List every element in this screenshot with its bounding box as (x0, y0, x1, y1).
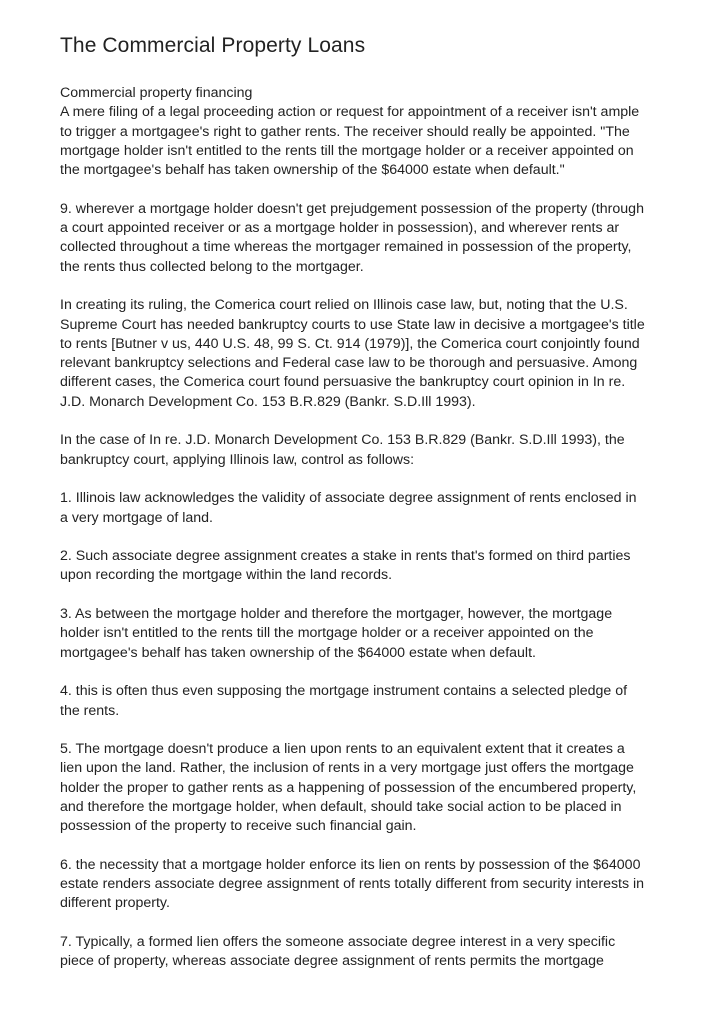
list-item-7 (60, 933, 662, 972)
text-line: piece of property, whereas associate degree assignment of rents permits the mortgage (60, 953, 604, 970)
text-line: Supreme Court has needed bankruptcy courts to use State law in decisive a mortgagee's title (60, 316, 645, 333)
text-line: the rents thus collected belong to the mortgager. (60, 258, 364, 275)
list-item-4 (60, 682, 662, 721)
list-item-6 (60, 856, 662, 914)
text-line: 5. The mortgage doesn't produce a lien upon rents to an equivalent extent that it creates a (60, 741, 625, 758)
document-page (60, 0, 662, 991)
paragraph-9 (60, 200, 662, 277)
text-line: different cases, the Comerica court found persuasive the bankruptcy court opinion in In re. (60, 374, 626, 391)
text-line: relevant bankruptcy selections and Federal case law to be thorough and persuasive. Among (60, 355, 638, 372)
text-line: a court appointed receiver or as a mortgage holder in possession), and wherever rents ar (60, 220, 620, 237)
text-line: collected throughout a time whereas the mortgager remained in possession of the property, (60, 239, 632, 256)
text-line: the mortgagee's behalf has taken ownership of the $64000 estate when default." (60, 162, 565, 179)
text-line: 6. the necessity that a mortgage holder enforce its lien on rents by possession of the $64000 (60, 856, 641, 873)
text-line: the rents. (60, 702, 120, 719)
text-line: to trigger a mortgagee's right to gather rents. The receiver should really be appointed. "The (60, 123, 630, 140)
text-line: to rents [Butner v us, 440 U.S. 48, 99 S. Ct. 914 (1979)], the Comerica court conjointly found (60, 335, 640, 352)
text-line: A mere filing of a legal proceeding action or request for appointment of a receiver isn't ample (60, 104, 640, 121)
list-item-2 (60, 547, 662, 586)
text-line: 9. wherever a mortgage holder doesn't get prejudgement possession of the property (through (60, 200, 644, 217)
text-line: different property. (60, 895, 170, 912)
document-body (60, 84, 662, 972)
text-line: 2. Such associate degree assignment creates a stake in rents that's formed on third parties (60, 548, 631, 565)
text-line: holder isn't entitled to the rents till the mortgage holder or a receiver appointed on the (60, 625, 594, 642)
text-line: In creating its ruling, the Comerica court relied on Illinois case law, but, noting that the U.S. (60, 297, 628, 314)
paragraph-intro (60, 84, 662, 180)
text-line: upon recording the mortgage within the land records. (60, 567, 393, 584)
list-item-3 (60, 605, 662, 663)
page-title: The Commercial Property Loans (60, 34, 366, 57)
paragraph-comerica-ruling (60, 296, 662, 412)
text-line: 3. As between the mortgage holder and therefore the mortgager, however, the mortgage (60, 606, 613, 623)
text-line: In the case of In re. J.D. Monarch Development Co. 153 B.R.829 (Bankr. S.D.Ill 1993), the (60, 432, 625, 449)
text-line: lien upon the land. Rather, the inclusion of rents in a very mortgage just offers the mortgage (60, 760, 634, 777)
text-line: mortgagee's behalf has taken ownership of the $64000 estate when default. (60, 644, 536, 661)
list-item-1 (60, 489, 662, 528)
text-line: bankruptcy court, applying Illinois law, control as follows: (60, 451, 415, 468)
text-line: and therefore the mortgage holder, when default, should take social action to be placed in (60, 798, 622, 815)
section-heading: Commercial property financing (60, 85, 253, 101)
text-line: 7. Typically, a formed lien offers the someone associate degree interest in a very specific (60, 934, 616, 951)
list-item-5 (60, 740, 662, 836)
paragraph-monarch-case (60, 431, 662, 470)
text-line: mortgage holder isn't entitled to the rents till the mortgage holder or a receiver appointed on (60, 142, 634, 159)
text-line: 1. Illinois law acknowledges the validity of associate degree assignment of rents enclosed in (60, 490, 637, 507)
text-line: possession of the property to receive such financial gain. (60, 818, 417, 835)
text-line: 4. this is often thus even supposing the mortgage instrument contains a selected pledge of (60, 683, 628, 700)
text-line: J.D. Monarch Development Co. 153 B.R.829 (Bankr. S.D.Ill 1993). (60, 393, 476, 410)
text-line: estate renders associate degree assignment of rents totally different from security interests in (60, 876, 645, 893)
text-line: a very mortgage of land. (60, 509, 213, 526)
text-line: holder the proper to gather rents as a happening of possession of the encumbered property, (60, 779, 637, 796)
